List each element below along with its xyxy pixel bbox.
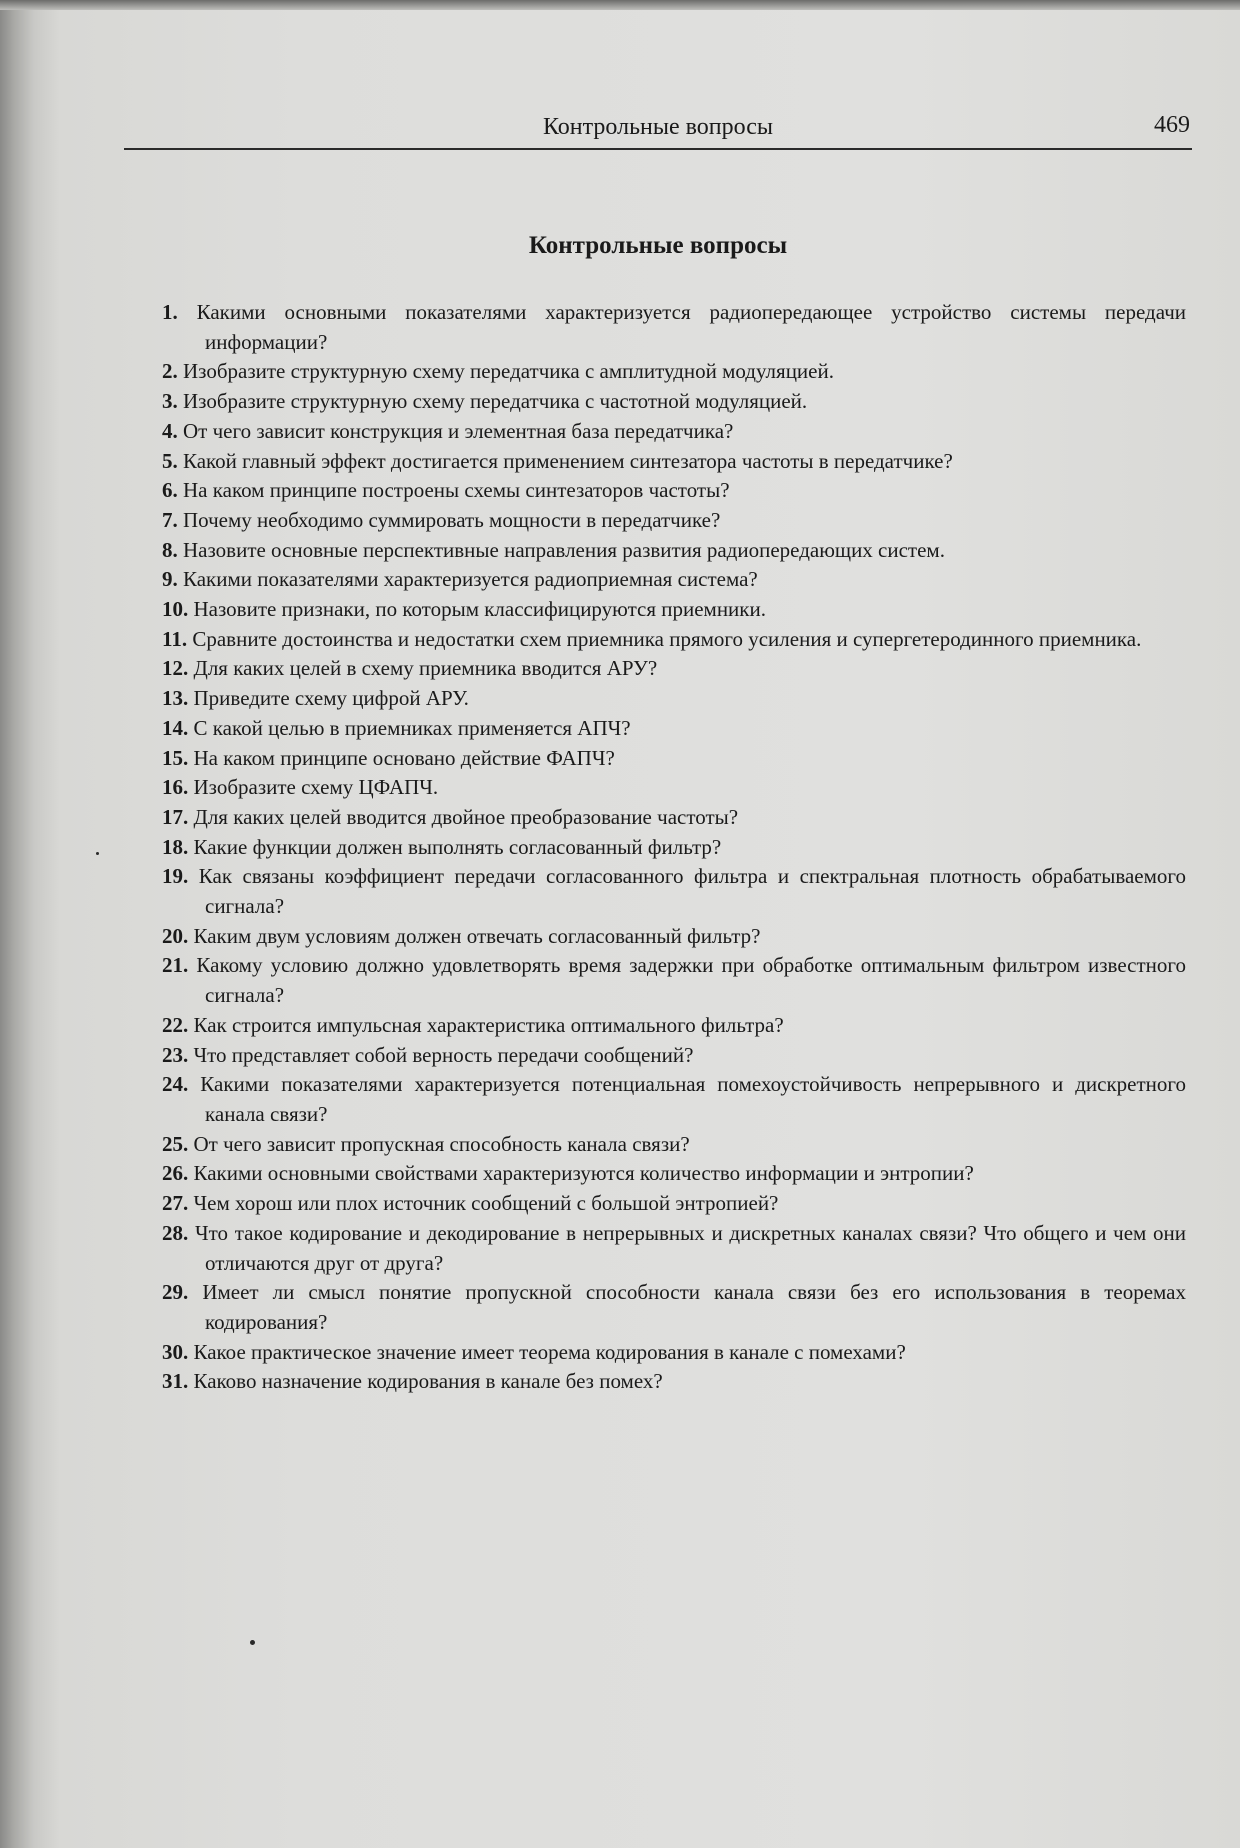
question-number: 8. [162,537,178,562]
question-item [162,1338,1186,1368]
question-item [162,1219,1186,1278]
question-text: На каком принципе построены схемы синтезаторов частоты? [183,478,730,503]
question-item [162,1130,1186,1160]
question-text: Изобразите схему ЦФАПЧ. [193,775,439,800]
question-item [162,565,1186,595]
question-item [162,625,1186,655]
question-text: Сравните достоинства и недостатки схем приемника прямого усиления и супергетеродинного приемника. [192,626,1142,651]
question-number: 5. [162,448,178,473]
question-text: Как связаны коэффициент передачи согласованного фильтра и спектральная плотность обрабатываемого сигнала? [198,864,1187,919]
question-number: 27. [162,1191,189,1216]
question-text: От чего зависит пропускная способность канала связи? [193,1131,690,1156]
question-number: 30. [162,1339,189,1364]
question-text: Каким двум условиям должен отвечать согласованный фильтр? [193,923,761,948]
question-number: 10. [162,597,189,622]
question-number: 28. [162,1220,189,1245]
question-number: 11. [162,626,188,651]
question-item [162,951,1186,1010]
question-item [162,744,1186,774]
question-text: Назовите признаки, по которым классифицируются приемники. [193,597,766,622]
question-text: Для каких целей в схему приемника вводится АРУ? [193,656,658,681]
question-text: Для каких целей вводится двойное преобразование частоты? [193,804,739,829]
question-text: Какому условию должно удовлетворять время задержки при обработке оптимальным фильтром известного сигнала? [196,953,1187,1008]
question-item [162,536,1186,566]
question-item [162,773,1186,803]
question-item [162,1070,1186,1129]
question-number: 4. [162,418,178,443]
question-item [162,1041,1186,1071]
question-item [162,476,1186,506]
page-number: 469 [1154,112,1190,138]
question-item [162,833,1186,863]
section-title: Контрольные вопросы [528,232,788,259]
question-number: 7. [162,507,178,532]
question-number: 14. [162,715,189,740]
question-item [162,714,1186,744]
question-text: От чего зависит конструкция и элементная база передатчика? [183,418,734,443]
question-number: 3. [162,389,178,414]
question-text: Что представляет собой верность передачи сообщений? [193,1042,694,1067]
question-text: Какими показателями характеризуется потенциальная помехоустойчивость непрерывного и дискретного канала связи? [200,1072,1186,1126]
question-text: Имеет ли смысл понятие пропускной способности канала связи без его использования в теоремах кодирования? [202,1280,1187,1334]
question-number: 21. [162,953,189,978]
question-number: 22. [162,1012,189,1037]
question-number: 19. [162,864,189,889]
question-number: 9. [162,567,178,592]
question-number: 25. [162,1131,189,1156]
question-text: Изобразите структурную схему передатчика с амплитудной модуляцией. [183,359,834,384]
question-number: 2. [162,359,178,384]
question-item [162,506,1186,536]
question-item [162,684,1186,714]
question-number: 23. [162,1042,189,1067]
question-item [162,357,1186,387]
scan-edge [0,0,1240,10]
question-number: 29. [162,1280,189,1305]
question-item [162,298,1186,357]
question-item [162,1159,1186,1189]
question-item [162,654,1186,684]
question-number: 1. [162,300,178,324]
scan-speck [250,1640,255,1645]
question-item [162,1189,1186,1219]
question-number: 15. [162,745,189,770]
question-text: Изобразите структурную схему передатчика с частотной модуляцией. [183,389,808,414]
question-item [162,1367,1186,1397]
question-text: Какое практическое значение имеет теорема кодирования в канале с помехами? [193,1339,906,1364]
question-text: Почему необходимо суммировать мощности в передатчике? [183,507,721,532]
question-text: С какой целью в приемниках применяется АПЧ? [193,715,631,740]
question-item [162,803,1186,833]
question-text: Приведите схему цифрой АРУ. [193,686,469,711]
question-text: Какой главный эффект достигается применением синтезатора частоты в передатчике? [183,448,953,473]
question-number: 13. [162,686,189,711]
questions-list [162,298,1186,1397]
question-number: 12. [162,656,189,681]
scan-speck [96,852,99,855]
question-number: 18. [162,834,189,859]
running-title: Контрольные вопросы [542,114,774,140]
question-text: Чем хорош или плох источник сообщений с большой энтропией? [193,1191,779,1216]
question-text: Какими основными показателями характеризуется радиопередающее устройство системы передачи информации? [196,300,1186,354]
running-header [124,108,1192,150]
question-text: Назовите основные перспективные направления развития радиопередающих систем. [183,537,945,562]
question-text: Как строится импульсная характеристика оптимального фильтра? [193,1012,784,1037]
question-number: 26. [162,1161,189,1186]
question-item [162,447,1186,477]
question-number: 6. [162,478,178,503]
question-item [162,862,1186,921]
question-item [162,387,1186,417]
question-item [162,922,1186,952]
question-text: Каково назначение кодирования в канале без помех? [193,1369,663,1394]
question-text: Какими основными свойствами характеризуются количество информации и энтропии? [193,1161,974,1186]
question-text: Что такое кодирование и декодирование в непрерывных и дискретных каналах связи? Что общего и чем они отличаются друг от друга? [194,1220,1186,1275]
question-item [162,417,1186,447]
question-item [162,1278,1186,1337]
question-text: На каком принципе основано действие ФАПЧ? [193,745,615,770]
question-number: 20. [162,923,189,948]
question-number: 16. [162,775,189,800]
question-item [162,1011,1186,1041]
question-number: 31. [162,1369,189,1394]
question-number: 17. [162,804,189,829]
question-text: Какими показателями характеризуется радиоприемная система? [183,567,758,592]
question-text: Какие функции должен выполнять согласованный фильтр? [193,834,722,859]
question-number: 24. [162,1072,189,1097]
question-item [162,595,1186,625]
